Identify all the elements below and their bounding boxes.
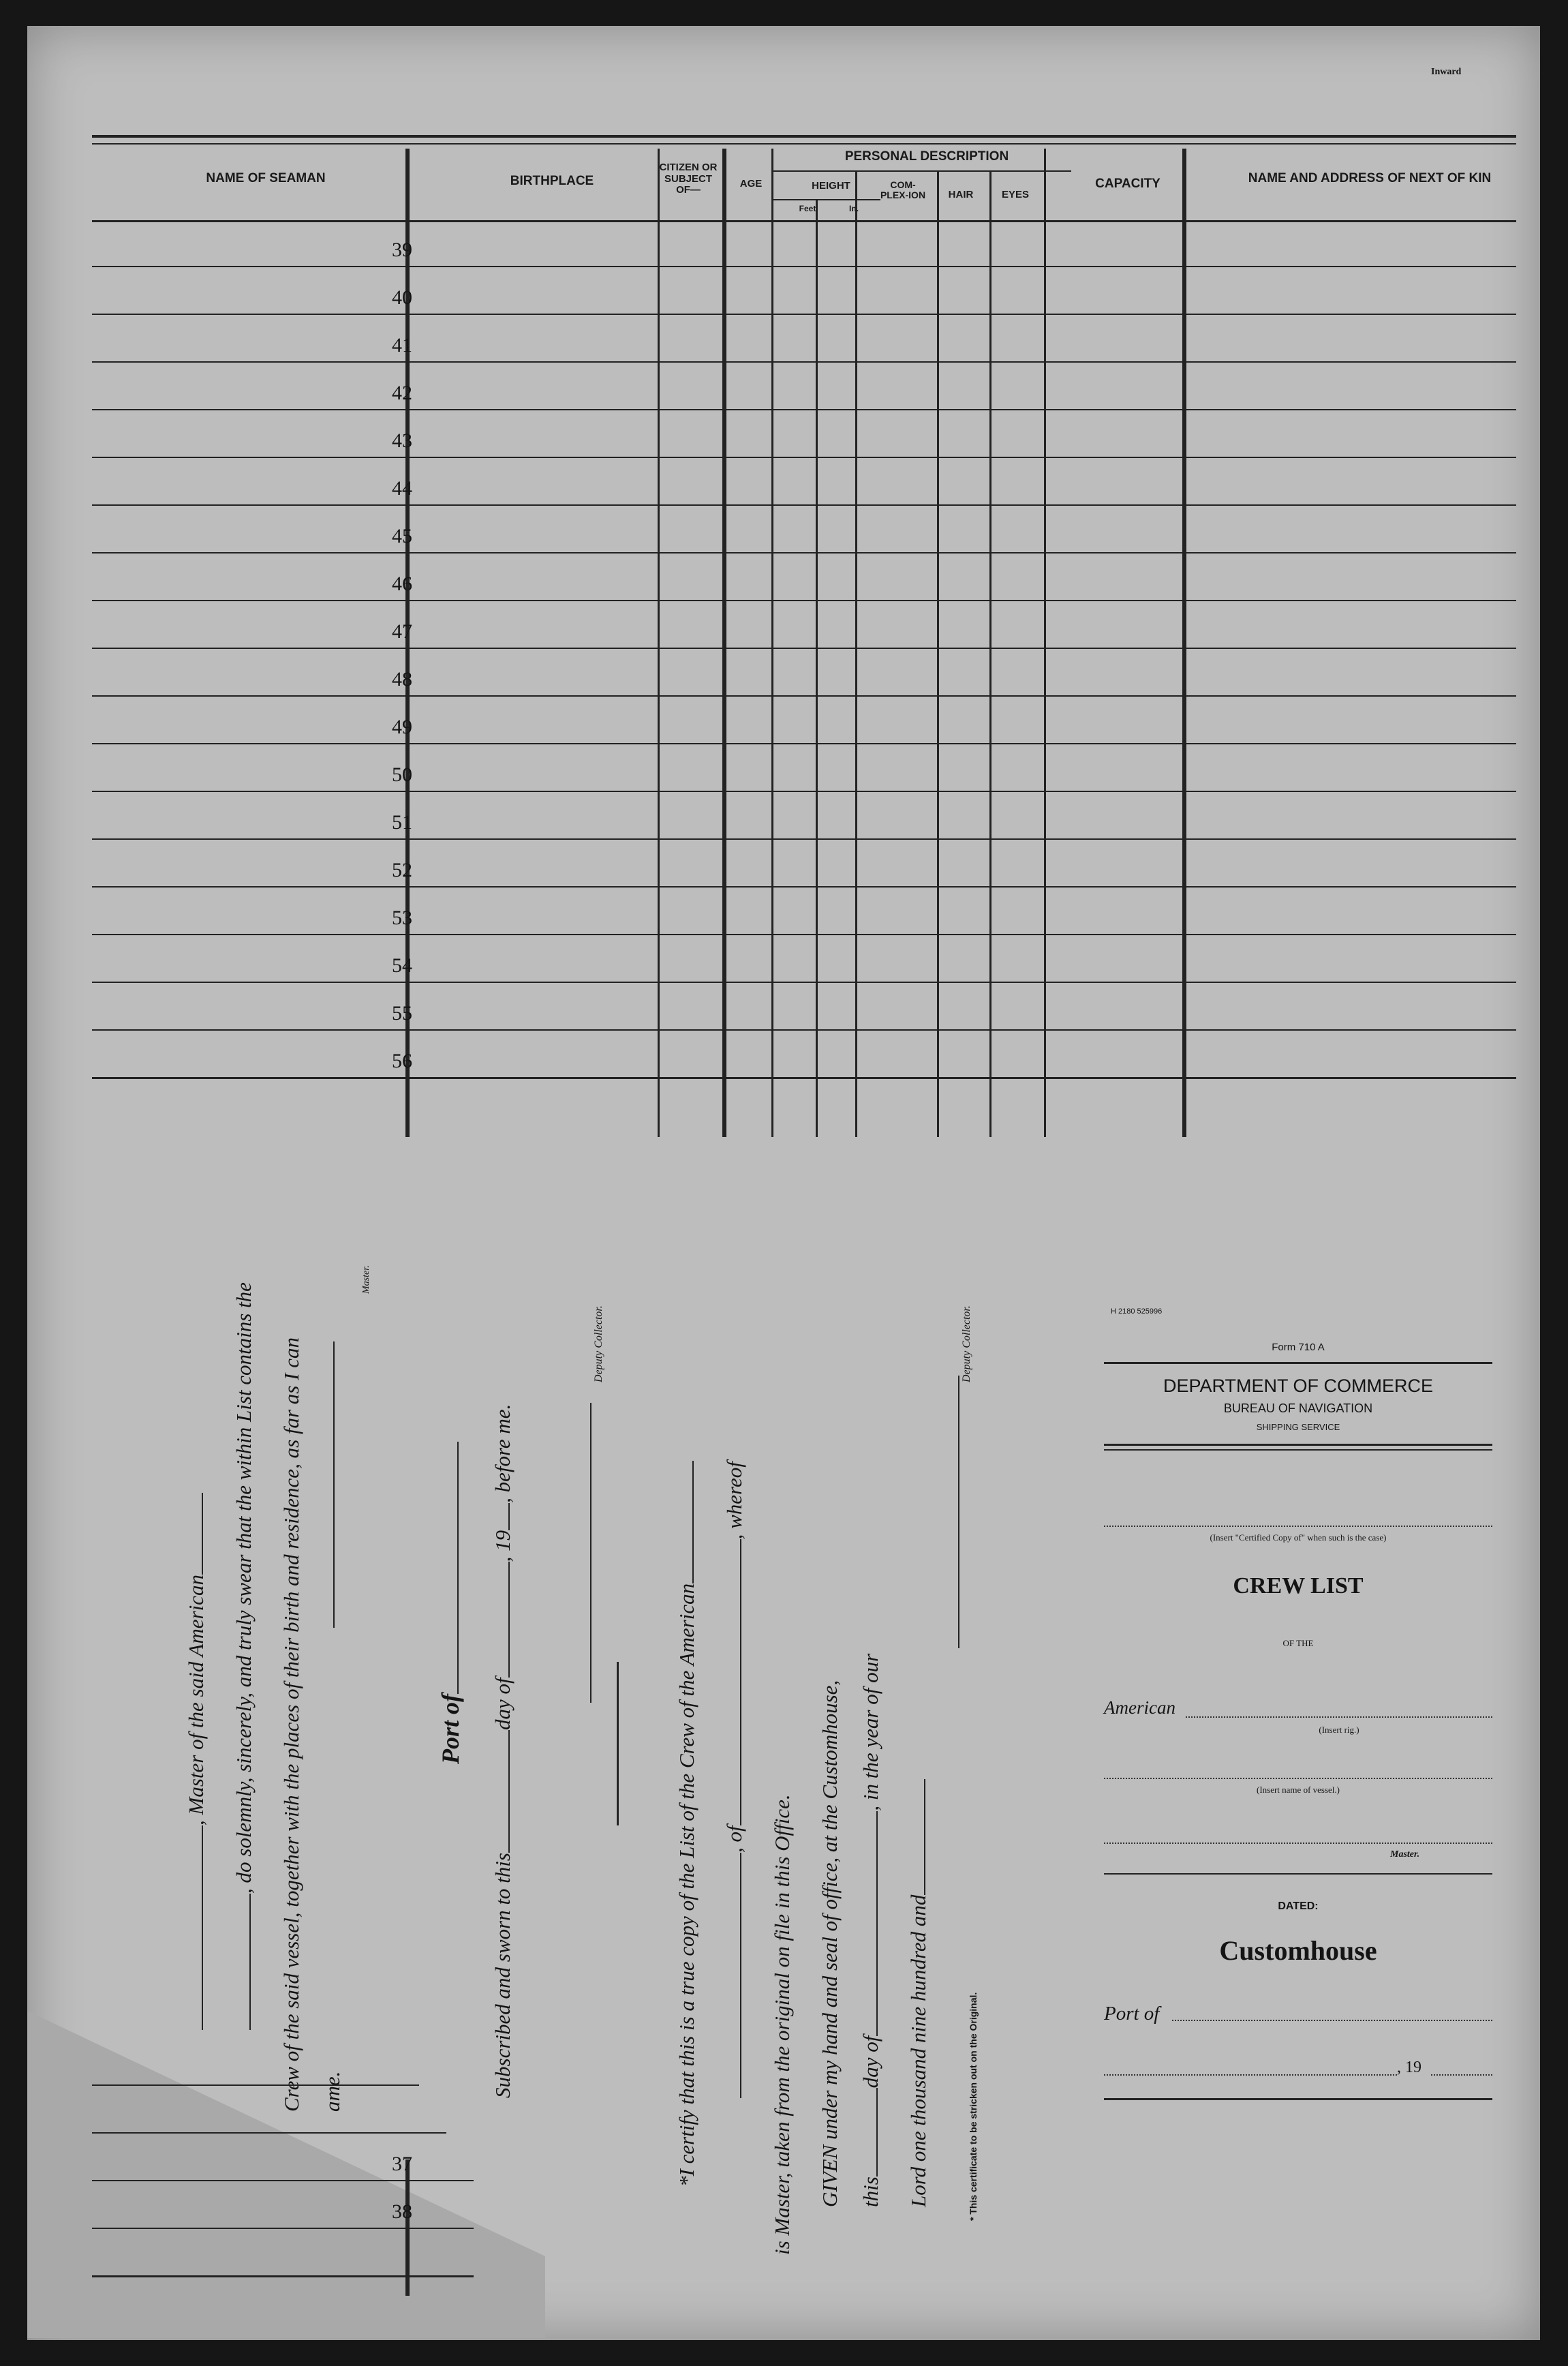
cert-footnote: * This certificate to be stricken out on the Original. (968, 1992, 979, 2221)
col-line-name (405, 2159, 410, 2296)
row-line (92, 2275, 474, 2277)
row-number: 47 (392, 620, 412, 643)
oath-line-3: Crew of the said vessel, together with the places of their birth and residence, as far as I can (279, 1337, 303, 2112)
col-line-age (771, 149, 773, 1137)
row-line (92, 409, 1516, 410)
col-line-hair (989, 170, 991, 1137)
row-line (92, 266, 1516, 267)
year-line (1431, 2074, 1492, 2076)
row-line (92, 648, 1516, 649)
row-number: 54 (392, 954, 412, 977)
header-name-of-seaman: NAME OF SEAMAN (206, 171, 326, 185)
corner-note: Inward (1431, 67, 1462, 77)
col-line-citizen (722, 149, 726, 1137)
row-number: 45 (392, 525, 412, 547)
row-line (92, 1029, 1516, 1031)
service: SHIPPING SERVICE (1256, 1422, 1340, 1432)
row-number: 42 (392, 382, 412, 404)
header-hair: HAIR (948, 189, 974, 200)
col-line-feet (816, 199, 818, 1137)
header-next-of-kin: NAME AND ADDRESS OF NEXT OF KIN (1248, 171, 1492, 185)
row-line (92, 2084, 419, 2086)
rig-line (1186, 1716, 1492, 1718)
cert-line-6: Lord one thousand nine hundred and (906, 1321, 931, 2207)
vessel-line (1104, 1778, 1492, 1779)
row-number: 53 (392, 907, 412, 929)
header-inches: In. (849, 204, 859, 213)
col-line-complexion (937, 170, 939, 1137)
docket-bottom-rule (1104, 2098, 1492, 2100)
docket-top-rule (1104, 1362, 1492, 1364)
row-line (92, 1077, 1516, 1079)
american-label: American (1104, 1697, 1175, 1718)
row-line (92, 982, 1516, 983)
height-rule (771, 199, 880, 200)
row-number: 38 (392, 2200, 412, 2223)
row-line (92, 600, 1516, 601)
jurat-deputy-label: Deputy Collector. (593, 1305, 604, 1382)
insert-rig: (Insert rig.) (1319, 1725, 1359, 1735)
separator-rule (617, 1662, 619, 1825)
row-number: 41 (392, 334, 412, 357)
row-number: 40 (392, 286, 412, 309)
row-number: 48 (392, 668, 412, 691)
form-number: Form 710 A (1272, 1341, 1325, 1353)
row-line (92, 2228, 474, 2229)
department: DEPARTMENT OF COMMERCE (1163, 1376, 1434, 1396)
row-line (92, 2180, 474, 2181)
row-line (92, 838, 1516, 840)
master-label: Master. (361, 1265, 371, 1294)
docket-rule (1104, 1444, 1492, 1446)
master-signature-line (327, 742, 338, 1628)
oath-line-1: , Master of the said American (184, 1144, 209, 2030)
row-number: 49 (392, 716, 412, 738)
row-number: 51 (392, 811, 412, 834)
year-label: , 19 (1397, 2059, 1421, 2076)
header-personal-description: PERSONAL DESCRIPTION (844, 149, 1009, 164)
oath-line-4: ame. (320, 2071, 344, 2112)
row-number: 37 (392, 2153, 412, 2175)
header-feet: Feet (799, 204, 816, 213)
row-line (92, 743, 1516, 744)
row-line (92, 791, 1516, 792)
jurat-subscribed: Subscribed and sworn to thisday of, 19, before me. (491, 1404, 514, 2098)
row-number: 56 (392, 1050, 412, 1072)
row-line (92, 695, 1516, 697)
print-code: H 2180 525996 (1111, 1307, 1163, 1316)
cert-deputy-label: Deputy Collector. (961, 1305, 972, 1382)
cert-line-4: GIVEN under my hand and seal of office, at the Customhouse, (818, 1680, 842, 2207)
cert-line-3: is Master, taken from the original on file in this Office. (770, 1794, 794, 2255)
row-line (92, 504, 1516, 506)
header-citizen: CITIZEN OR SUBJECT OF— (659, 162, 718, 196)
top-rule (92, 135, 1516, 138)
row-line (92, 314, 1516, 315)
of-the: OF THE (1282, 1638, 1314, 1648)
port-of-label: Port of (1104, 2003, 1160, 2024)
col-line-eyes (1044, 149, 1046, 1137)
certified-copy-line (1104, 1526, 1492, 1527)
row-line (92, 552, 1516, 553)
top-rule-inner (92, 143, 1516, 145)
row-line (92, 457, 1516, 458)
jurat-port: Port of (436, 878, 465, 1764)
row-number: 43 (392, 429, 412, 452)
header-age: AGE (739, 178, 763, 189)
form-sheet (27, 26, 1540, 2340)
insert-certified: (Insert "Certified Copy of" when such is the case) (1210, 1532, 1387, 1543)
master-label: Master. (1390, 1849, 1420, 1860)
dated-rule (1104, 1873, 1492, 1875)
cert-line-2: , of, whereof (722, 1212, 747, 2098)
crew-list-title: CREW LIST (1233, 1573, 1364, 1598)
insert-vessel: (Insert name of vessel.) (1256, 1785, 1340, 1795)
customhouse-label: Customhouse (1219, 1935, 1377, 1966)
personal-desc-rule (771, 170, 1071, 172)
oath-line-2: , do solemnly, sincerely, and truly swear that the within List contains the (232, 1144, 256, 2030)
col-line-birthplace (658, 149, 660, 1137)
row-number: 46 (392, 573, 412, 595)
col-line-height (855, 170, 857, 1137)
header-height: HEIGHT (812, 180, 850, 192)
header-capacity: CAPACITY (1095, 177, 1160, 191)
docket-rule-inner (1104, 1449, 1492, 1451)
dated-label: DATED: (1278, 1900, 1319, 1912)
master-line (1104, 1842, 1492, 1844)
row-number: 52 (392, 859, 412, 881)
row-line (92, 2132, 446, 2134)
cert-line-5: thisday of, in the year of our (859, 1653, 882, 2207)
row-number: 55 (392, 1002, 412, 1025)
docket-cover (1104, 1307, 1492, 2125)
header-complexion: COM-PLEX-ION (880, 179, 926, 201)
bureau: BUREAU OF NAVIGATION (1223, 1401, 1373, 1415)
row-line (92, 934, 1516, 935)
date-line (1104, 2074, 1397, 2076)
row-number: 39 (392, 239, 412, 261)
header-bottom-rule (92, 220, 1516, 222)
header-birthplace: BIRTHPLACE (510, 174, 594, 188)
cert-line-1: *I certify that this is a true copy of the List of the Crew of the American (675, 1301, 699, 2187)
row-number: 50 (392, 763, 412, 786)
row-line (92, 361, 1516, 363)
row-number: 44 (392, 477, 412, 500)
col-line-capacity (1182, 149, 1186, 1137)
header-eyes: EYES (1001, 189, 1030, 200)
row-line (92, 886, 1516, 888)
port-line (1172, 2020, 1492, 2021)
